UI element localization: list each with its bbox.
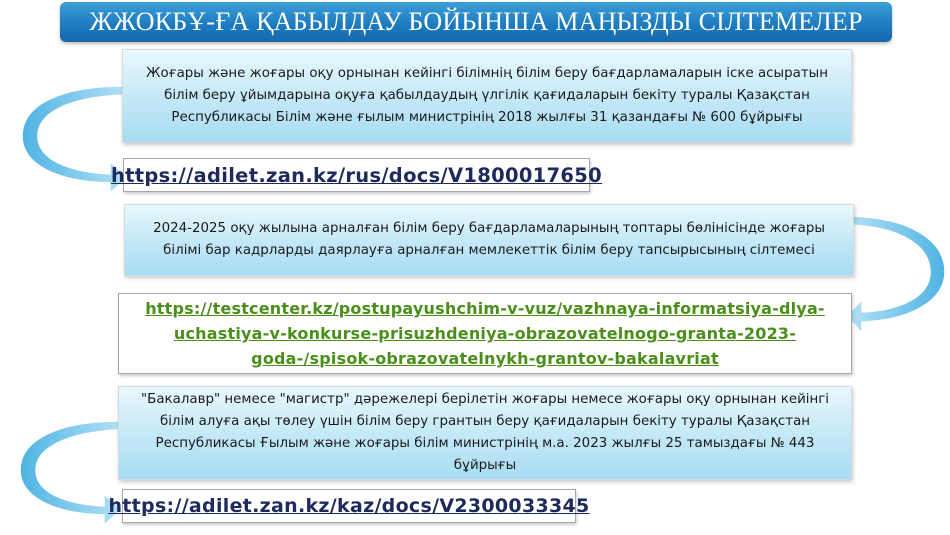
info-text-3: "Бакалавр" немесе "магистр" дәрежелері берілетін жоғары немесе жоғары оқу орнынан кейінгі білім алуға ақы төлеу үшін білім беру грантын беру қағидаларын бекіту туралы Қазақстан Республикасы Ғылым және жоғары білім министрінің м.а. 2023 жылғы 25 тамыздағы № 443 бұйрығы xyxy=(140,392,830,473)
title-banner xyxy=(60,2,892,42)
link-1[interactable]: https://adilet.zan.kz/rus/docs/V1800017650 xyxy=(110,163,603,187)
link-box-1 xyxy=(110,158,603,192)
info-text-2: 2024-2025 оқу жылына арналған білім беру бағдарламаларының топтары бөлінісінде жоғары білімі бар кадрларды даярлауға арналған мемлекеттік білім беру тапсырысының сілтемесі xyxy=(153,221,825,258)
link-box-2 xyxy=(118,293,852,374)
link-box-3 xyxy=(108,489,590,523)
arrow-left-3 xyxy=(20,421,122,525)
link-3[interactable]: https://adilet.zan.kz/kaz/docs/V2300033345 xyxy=(108,495,590,517)
info-box-1 xyxy=(122,49,852,143)
link-2[interactable]: https://testcenter.kz/postupayushchim-v-vuz/vazhnaya-informatsiya-dlya-uchastiya-v-konkurse-prisuzhdeniya-obrazovatelnogo-granta-2023-goda-/spisok-obrazovatelnykh-grantov-bakalavriat xyxy=(145,299,825,368)
arrow-right-2 xyxy=(846,216,945,333)
page-title: ЖЖОКБҰ-ҒА ҚАБЫЛДАУ БОЙЫНША МАҢЫЗДЫ СІЛТЕМЕЛЕР xyxy=(89,7,863,36)
info-box-3 xyxy=(118,386,852,480)
info-box-2 xyxy=(124,204,854,276)
info-text-1: Жоғары және жоғары оқу орнынан кейінгі білімнің білім беру бағдарламаларын іске асыратын білім беру ұйымдарына оқуға қабылдаудың үлгілік қағидаларын бекіту туралы Қазақстан Республикасы Білім және ғылым министрінің 2018 жылғы 31 қазандағы № 600 бұйрығы xyxy=(146,66,828,125)
